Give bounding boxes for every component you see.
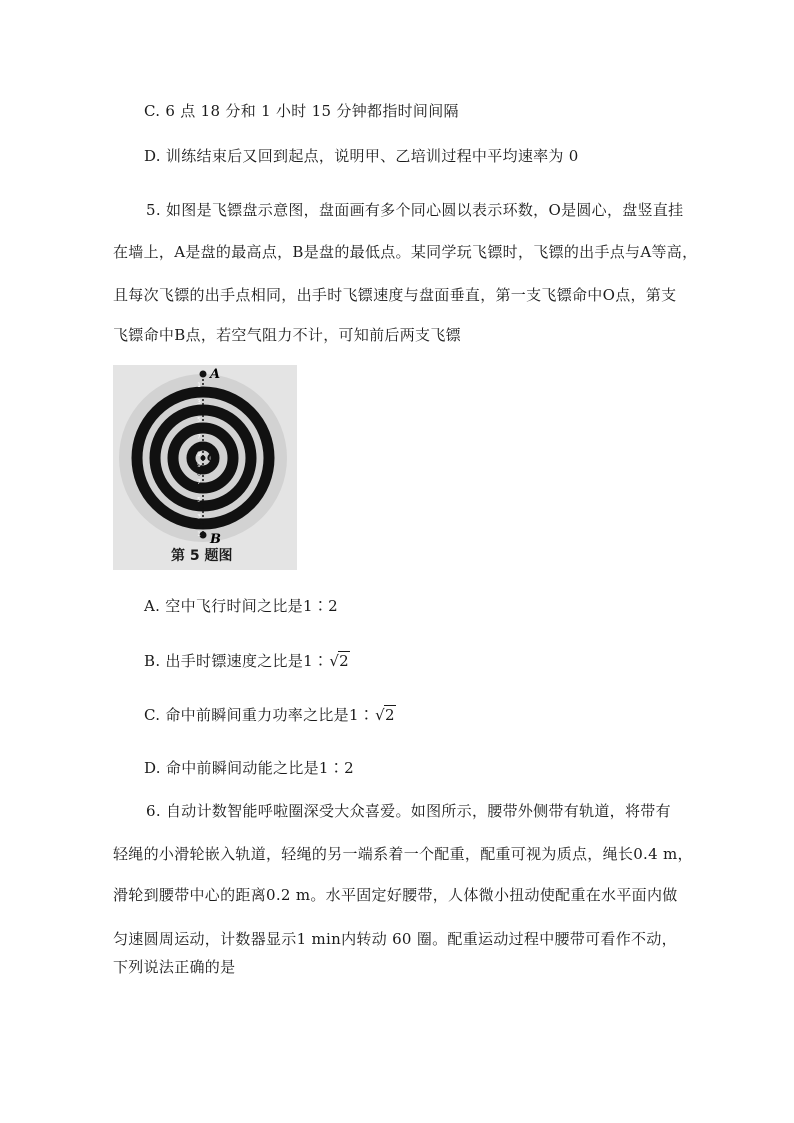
ring-number-top: 2 [197,390,201,398]
sqrt-radicand: 2 [384,706,395,724]
label-a: A [210,367,221,382]
q5-option-d: D. 命中前瞬间动能之比是1∶2 [144,759,354,777]
ring-number-bottom: 9 [197,462,201,469]
q5-stem-line-2: 在墙上，A是盘的最高点，B是盘的最低点。某同学玩飞镖时，飞镖的出手点与A等高， [113,243,698,261]
figure-caption: 第 5 题图 [171,548,233,564]
q4-option-c: C. 6 点 18 分和 1 小时 15 分钟都指时间间隔 [144,102,459,120]
ring-number-bottom: 7 [197,479,201,487]
point-o-dot [201,456,206,461]
ring-number-bottom: 6 [197,487,201,495]
ring-number-bottom: 8 [197,470,201,478]
q5-stem-line-3: 且每次飞镖的出手点相同，出手时飞镖速度与盘面垂直，第一支飞镖命中O点，第支 [113,286,677,304]
q6-stem-line-5: 下列说法正确的是 [113,958,236,976]
sqrt-radicand: 2 [339,652,350,670]
label-b: B [210,532,221,547]
q6-stem-line-2: 轻绳的小滑轮嵌入轨道，轻绳的另一端系着一个配重，配重可视为质点，绳长0.4 m， [113,845,693,863]
q6-stem-line-3: 滑轮到腰带中心的距离0.2 m。水平固定好腰带，人体微小扭动使配重在水平面内做 [113,886,678,904]
q5-option-b-text: B. 出手时镖速度之比是1∶ [144,652,329,670]
ring-number-top: 5 [197,416,201,424]
point-a-dot [200,371,207,378]
ring-number-top: 9 [197,450,201,458]
ring-number-bottom: 3 [197,513,201,521]
q5-option-b [144,651,350,671]
ring-number-top: 6 [197,425,201,432]
ring-number-top: 1 [197,382,201,389]
dartboard-svg [113,365,297,570]
ring-number-top: 8 [197,442,201,450]
ring-number-bottom: 1 [197,530,201,538]
sqrt-symbol: √ [375,706,385,724]
q5-stem-line-4: 飞镖命中B点，若空气阻力不计，可知前后两支飞镖 [113,326,461,344]
dartboard-figure [113,365,297,570]
sqrt-two [328,651,350,671]
q5-option-c [144,705,396,725]
q5-stem-line-1: 5. 如图是飞镖盘示意图，盘面画有多个同心圆以表示环数，O是圆心，盘竖直挂 [146,201,684,219]
q6-stem-line-4: 匀速圆周运动，计数器显示1 min内转动 60 圈。配重运动过程中腰带可看作不动， [113,930,677,948]
q5-option-c-text: C. 命中前瞬间重力功率之比是1∶ [144,706,375,724]
sqrt-two [374,705,396,725]
q4-option-d: D. 训练结束后又回到起点，说明甲、乙培训过程中平均速率为 0 [144,147,579,165]
q5-option-a: A. 空中飞行时间之比是1∶2 [144,597,338,615]
ring-number-top: 3 [197,399,201,407]
ring-number-top: 4 [197,407,201,415]
sqrt-symbol: √ [329,652,340,670]
ring-number-bottom: 5 [197,496,201,504]
q6-stem-line-1: 6. 自动计数智能呼啦圈深受大众喜爱。如图所示，腰带外侧带有轨道，将带有 [146,802,671,820]
label-o: O [207,451,217,464]
ring-number-bottom: 4 [197,505,201,512]
ring-number-bottom: 2 [197,522,201,530]
ring-number-top: 7 [197,433,201,441]
